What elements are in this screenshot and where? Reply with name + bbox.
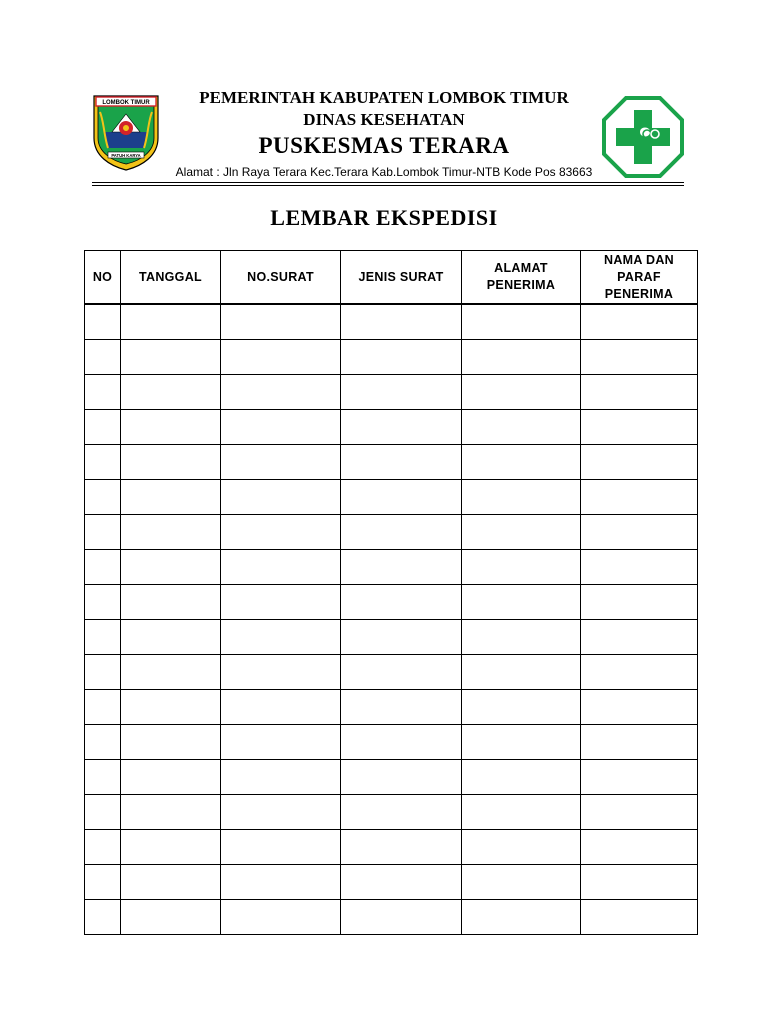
table-cell — [85, 585, 121, 620]
table-cell — [121, 830, 221, 865]
table-cell — [85, 655, 121, 690]
table-row — [85, 304, 698, 340]
table-cell — [85, 830, 121, 865]
table-cell — [581, 304, 698, 340]
table-cell — [341, 445, 462, 480]
table-cell — [462, 830, 581, 865]
table-cell — [462, 585, 581, 620]
col-tanggal-header: TANGGAL — [121, 251, 221, 305]
table-cell — [341, 690, 462, 725]
table-cell — [341, 585, 462, 620]
table-row — [85, 410, 698, 445]
table-cell — [462, 655, 581, 690]
table-cell — [462, 620, 581, 655]
table-cell — [85, 865, 121, 900]
table-row — [85, 655, 698, 690]
table-cell — [462, 865, 581, 900]
table-row — [85, 375, 698, 410]
table-row — [85, 725, 698, 760]
table-cell — [221, 585, 341, 620]
table-cell — [121, 655, 221, 690]
table-cell — [121, 795, 221, 830]
header-line: NAMA DAN — [604, 252, 674, 267]
table-row — [85, 585, 698, 620]
table-cell — [341, 340, 462, 375]
table-cell — [85, 480, 121, 515]
table-row — [85, 620, 698, 655]
table-cell — [581, 655, 698, 690]
department-name: DINAS KESEHATAN — [303, 110, 465, 129]
table-row — [85, 515, 698, 550]
table-cell — [581, 410, 698, 445]
table-cell — [121, 340, 221, 375]
table-row — [85, 550, 698, 585]
header-line: ALAMAT — [494, 261, 548, 275]
table-cell — [462, 900, 581, 935]
table-cell — [581, 690, 698, 725]
table-cell — [85, 375, 121, 410]
table-row — [85, 830, 698, 865]
table-cell — [85, 900, 121, 935]
table-cell — [121, 304, 221, 340]
table-cell — [341, 304, 462, 340]
table-cell — [341, 515, 462, 550]
table-cell — [121, 375, 221, 410]
table-row — [85, 480, 698, 515]
col-nama-paraf-header — [581, 251, 698, 305]
table-cell — [462, 304, 581, 340]
col-no-header: NO — [85, 251, 121, 305]
table-cell — [121, 620, 221, 655]
table-cell — [85, 445, 121, 480]
table-cell — [341, 410, 462, 445]
table-cell — [221, 304, 341, 340]
table-row — [85, 445, 698, 480]
table-cell — [121, 725, 221, 760]
table-cell — [121, 865, 221, 900]
table-cell — [121, 445, 221, 480]
table-cell — [341, 725, 462, 760]
table-cell — [221, 480, 341, 515]
table-cell — [85, 515, 121, 550]
table-cell — [221, 690, 341, 725]
table-cell — [462, 795, 581, 830]
table-cell — [221, 900, 341, 935]
table-cell — [85, 795, 121, 830]
table-cell — [121, 410, 221, 445]
header-rule — [92, 182, 684, 183]
header-line: PENERIMA — [604, 286, 674, 301]
table-row — [85, 900, 698, 935]
table-cell — [85, 760, 121, 795]
table-row — [85, 340, 698, 375]
col-jenis-surat-header: JENIS SURAT — [341, 251, 462, 305]
table-cell — [121, 760, 221, 795]
table-cell — [462, 760, 581, 795]
table-cell — [341, 620, 462, 655]
table-cell — [221, 375, 341, 410]
table-cell — [462, 725, 581, 760]
table-cell — [581, 760, 698, 795]
table-cell — [581, 480, 698, 515]
table-cell — [581, 900, 698, 935]
government-name: PEMERINTAH KABUPATEN LOMBOK TIMUR — [199, 88, 569, 107]
table-cell — [581, 550, 698, 585]
table-cell — [341, 375, 462, 410]
table-cell — [221, 760, 341, 795]
table-cell — [121, 480, 221, 515]
table-cell — [85, 410, 121, 445]
puskesmas-cross-icon — [602, 96, 684, 178]
table-cell — [221, 445, 341, 480]
table-cell — [221, 620, 341, 655]
table-cell — [581, 340, 698, 375]
table-cell — [221, 340, 341, 375]
header-line: PARAF — [617, 269, 661, 284]
table-cell — [341, 760, 462, 795]
table-cell — [221, 410, 341, 445]
table-header-row — [85, 251, 698, 305]
table-cell — [462, 690, 581, 725]
lombok-timur-crest-icon — [90, 92, 162, 172]
expedition-table — [84, 250, 698, 935]
table-cell — [221, 725, 341, 760]
table-row — [85, 760, 698, 795]
table-cell — [581, 445, 698, 480]
table-cell — [341, 900, 462, 935]
puskesmas-name: PUSKESMAS TERARA — [258, 133, 510, 158]
table-cell — [462, 515, 581, 550]
table-cell — [341, 865, 462, 900]
table-cell — [341, 550, 462, 585]
table-cell — [121, 515, 221, 550]
table-cell — [221, 830, 341, 865]
document-title: LEMBAR EKSPEDISI — [270, 205, 498, 230]
table-body — [85, 304, 698, 935]
table-cell — [462, 410, 581, 445]
header-rule-thin — [92, 185, 684, 186]
table-row — [85, 690, 698, 725]
table-cell — [581, 830, 698, 865]
table-cell — [341, 830, 462, 865]
table-cell — [581, 795, 698, 830]
table-cell — [462, 445, 581, 480]
table-cell — [581, 585, 698, 620]
table-cell — [121, 550, 221, 585]
table-cell — [221, 515, 341, 550]
table-cell — [85, 304, 121, 340]
table-cell — [341, 655, 462, 690]
table-cell — [341, 480, 462, 515]
table-cell — [85, 550, 121, 585]
table-cell — [221, 865, 341, 900]
crest-top-text: LOMBOK TIMUR — [102, 100, 150, 106]
header-line: PENERIMA — [486, 278, 556, 292]
table-cell — [85, 340, 121, 375]
table-row — [85, 865, 698, 900]
table-cell — [85, 620, 121, 655]
table-cell — [341, 795, 462, 830]
crest-bottom-text: PATUH KARYA — [111, 153, 141, 158]
table-cell — [121, 900, 221, 935]
table-cell — [221, 550, 341, 585]
col-no-surat-header: NO.SURAT — [221, 251, 341, 305]
table-cell — [581, 865, 698, 900]
table-cell — [221, 655, 341, 690]
table-cell — [221, 795, 341, 830]
table-cell — [462, 480, 581, 515]
col-alamat-penerima-header — [462, 251, 581, 305]
table-cell — [121, 585, 221, 620]
table-cell — [581, 725, 698, 760]
table-cell — [581, 515, 698, 550]
address-line: Alamat : Jln Raya Terara Kec.Terara Kab.Lombok Timur-NTB Kode Pos 83663 — [175, 165, 593, 179]
table-row — [85, 795, 698, 830]
table-cell — [121, 690, 221, 725]
table-cell — [581, 375, 698, 410]
table-cell — [462, 375, 581, 410]
table-cell — [462, 550, 581, 585]
table-cell — [581, 620, 698, 655]
table-cell — [85, 725, 121, 760]
table-cell — [85, 690, 121, 725]
table-cell — [462, 340, 581, 375]
